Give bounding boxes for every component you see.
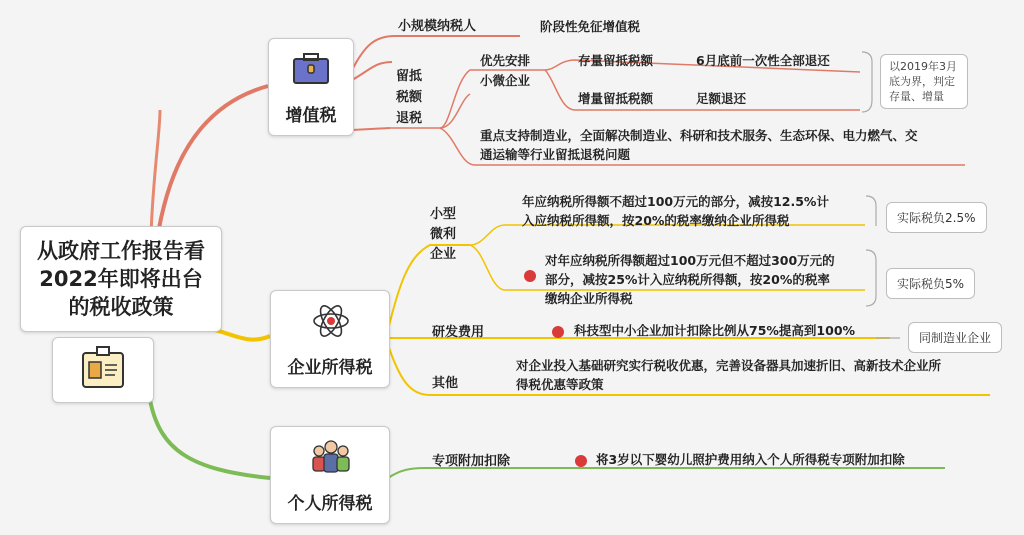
center-title-line-3: 的税收政策 <box>68 295 174 319</box>
id-badge-icon <box>53 338 153 402</box>
cit-rule-2: 对年应纳税所得额超过100万元但不超过300万元的 部分，减按25%计入应纳税所得额，按20%的税率 缴纳企业所得税 <box>545 253 835 306</box>
vat-label: 增值税 <box>285 106 337 126</box>
center-title-line-1: 从政府工作报告看 <box>37 239 205 263</box>
center-title <box>21 237 221 321</box>
cit-rule-1: 年应纳税所得额不超过100万元的部分，减按12.5%计 入应纳税所得额，按20%的税率缴纳企业所得税 <box>522 194 829 228</box>
deduction-label: 专项附加扣除 <box>432 454 511 469</box>
industries-policy: 重点支持制造业，全面解决制造业、科研和技术服务、生态环保、电力燃气、交 通运输等行业留抵退税问题 <box>480 128 918 162</box>
rule-2-note: 实际税负5% <box>886 268 975 299</box>
center-title-line-2: 2022年即将出台 <box>39 267 203 291</box>
increment-refund-policy: 足额退还 <box>696 91 747 106</box>
bullet-dot <box>552 326 564 338</box>
small-micro-label: 小型 微利 企业 <box>430 207 457 262</box>
stock-refund: 存量留抵税额 <box>578 53 654 68</box>
other-policy: 对企业投入基础研究实行税收优惠，完善设备器具加速折旧、高新技术企业所 得税优惠等政策 <box>516 358 942 392</box>
small-taxpayer-policy: 阶段性免征增值税 <box>540 19 641 34</box>
people-icon <box>309 437 353 477</box>
pit-label: 个人所得税 <box>287 494 373 514</box>
rule-1-note: 实际税负2.5% <box>886 202 987 233</box>
rd-policy: 科技型中小企业加计扣除比例从75%提高到100% <box>574 323 856 338</box>
atom-icon <box>311 301 351 341</box>
bullet-dot <box>524 270 536 282</box>
rd-note: 同制造业企业 <box>908 322 1002 353</box>
cit-node <box>270 290 390 388</box>
cit-label: 企业所得税 <box>287 358 373 378</box>
rd-label: 研发费用 <box>432 325 485 340</box>
bullet-dot <box>575 455 587 467</box>
center-node <box>20 226 222 332</box>
center-icon-box <box>52 337 154 403</box>
small-taxpayer: 小规模纳税人 <box>398 19 477 34</box>
stock-refund-policy: 6月底前一次性全部退还 <box>696 53 830 68</box>
priority-label: 优先安排 小微企业 <box>480 53 531 88</box>
deduction-policy: 将3岁以下婴幼儿照护费用纳入个人所得税专项附加扣除 <box>596 452 905 467</box>
pit-node <box>270 426 390 524</box>
other-label: 其他 <box>432 376 459 391</box>
increment-refund: 增量留抵税额 <box>578 91 654 106</box>
stock-increment-note: 以2019年3月 底为界，判定 存量、增量 <box>880 54 968 109</box>
briefcase-icon <box>291 51 331 87</box>
vat-node <box>268 38 354 136</box>
refund-label: 留抵 税额 退税 <box>396 69 423 126</box>
